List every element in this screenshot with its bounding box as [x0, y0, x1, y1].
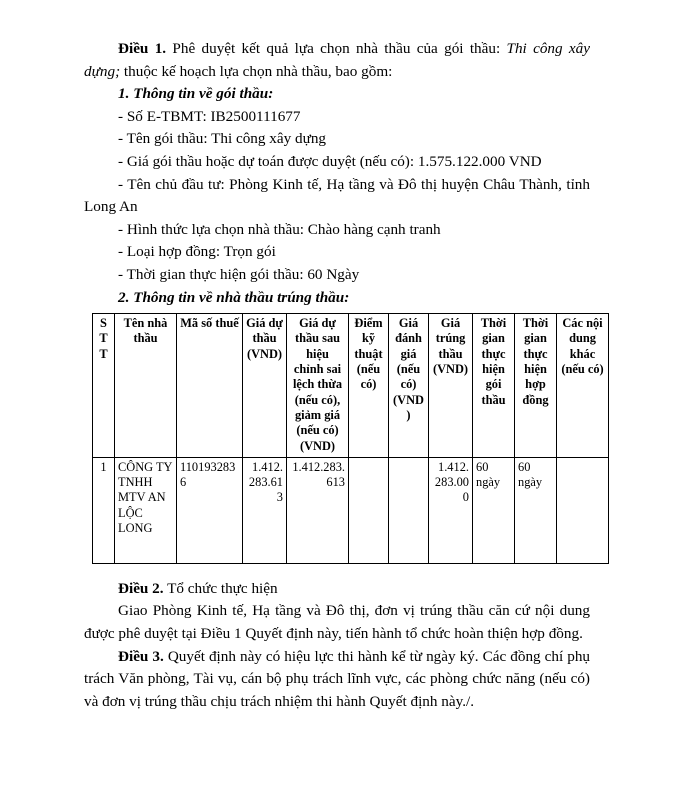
cell-winning-price: 1.412.283.000 — [429, 457, 473, 563]
bidder-table-container — [84, 313, 604, 564]
cell-stt: 1 — [93, 457, 115, 563]
col-header-package-duration: Thời gian thực hiện gói thầu — [473, 314, 515, 458]
section-1-item-1: - Tên gói thầu: Thi công xây dựng — [118, 130, 327, 148]
col-header-contract-duration: Thời gian thực hiện hợp đồng — [515, 314, 557, 458]
cell-bid-price-adjusted: 1.412.283.613 — [287, 457, 349, 563]
col-header-stt: S T T — [93, 314, 115, 458]
article-3-label: Điều 3. — [118, 647, 164, 665]
article-2-body: Giao Phòng Kinh tế, Hạ tầng và Đô thị, đơn vị trúng thầu căn cứ nội dung được phê duyệt tại Điều 1 Quyết định này, tiến hành tổ chức hoàn thiện hợp đồng. — [84, 602, 590, 642]
section-1-item-2: - Giá gói thầu hoặc dự toán được duyệt (nếu có): 1.575.122.000 VND — [118, 152, 542, 170]
section-1-item-3: - Tên chủ đầu tư: Phòng Kinh tế, Hạ tầng và Đô thị huyện Châu Thành, tỉnh Long An — [84, 175, 590, 216]
col-header-tax-code: Mã số thuế — [177, 314, 243, 458]
table-spacer — [84, 564, 590, 578]
col-header-technical-score: Điểm kỹ thuật (nếu có) — [349, 314, 389, 458]
section-1-item-5: - Loại hợp đồng: Trọn gói — [118, 243, 276, 261]
article-1-text-after: thuộc kế hoạch lựa chọn nhà thầu, bao gồm: — [120, 62, 393, 80]
table-row — [93, 457, 609, 563]
cell-contract-duration: 60 ngày — [515, 457, 557, 563]
col-header-winning-price: Giá trúng thầu (VND) — [429, 314, 473, 458]
article-3-paragraph — [84, 646, 590, 714]
col-header-evaluated-price: Giá đánh giá (nếu có) (VND) — [389, 314, 429, 458]
cell-package-duration: 60 ngày — [473, 457, 515, 563]
section-2-heading: 2. Thông tin về nhà thầu trúng thầu: — [118, 288, 350, 306]
table-header-row — [93, 314, 609, 458]
article-1-text-before: Phê duyệt kết quả lựa chọn nhà thầu của gói thầu: — [166, 40, 507, 57]
article-1-package-name: Thi công xây dựng; — [84, 40, 591, 80]
section-1-item-0: - Số E-TBMT: IB2500111677 — [118, 107, 301, 125]
article-1-paragraph — [84, 38, 590, 83]
col-header-other-content: Các nội dung khác (nếu có) — [557, 314, 609, 458]
section-1-item-6: - Thời gian thực hiện gói thầu: 60 Ngày — [118, 265, 360, 283]
article-2-label: Điều 2. — [118, 579, 164, 597]
section-1-item-4: - Hình thức lựa chọn nhà thầu: Chào hàng cạnh tranh — [118, 220, 441, 238]
cell-other-content — [557, 457, 609, 563]
article-3-body: Quyết định này có hiệu lực thi hành kể từ ngày ký. Các đồng chí phụ trách Văn phòng, Tài vụ, cán bộ phụ trách lĩnh vực, các phòng chức năng (nếu có) và đơn vị trúng thầu chịu trách nhiệm thi hành Quyết định này./. — [84, 647, 591, 710]
col-header-bid-price-adjusted: Giá dự thầu sau hiệu chỉnh sai lệch thừa (nếu có), giảm giá (nếu có) (VND) — [287, 314, 349, 458]
cell-bid-price: 1.412.283.613 — [243, 457, 287, 563]
col-header-bid-price: Giá dự thầu (VND) — [243, 314, 287, 458]
article-1-label: Điều 1. — [118, 40, 167, 57]
cell-tax-code: 1101932836 — [177, 457, 243, 563]
cell-bidder-name: CÔNG TY TNHH MTV AN LỘC LONG — [115, 457, 177, 563]
bidder-result-table — [92, 313, 609, 564]
col-header-bidder-name: Tên nhà thầu — [115, 314, 177, 458]
article-2-title: Tổ chức thực hiện — [163, 579, 278, 597]
section-1-heading: 1. Thông tin về gói thầu: — [118, 85, 274, 103]
cell-evaluated-price — [389, 457, 429, 563]
cell-technical-score — [349, 457, 389, 563]
article-2-heading — [84, 578, 590, 601]
